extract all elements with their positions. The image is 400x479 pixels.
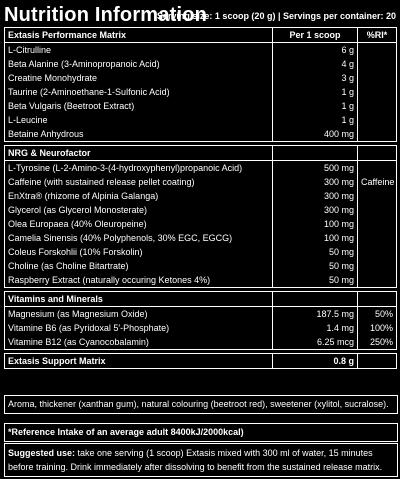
ingredient-amount: 1 g (273, 85, 358, 99)
table-row (5, 321, 397, 335)
ingredient-amount: 1.4 mg (273, 321, 358, 335)
matrix-header: Extasis Performance Matrix (5, 28, 273, 43)
ingredient-name: Choline (as Choline Bitartrate) (5, 259, 273, 273)
ri-header: %RI* (358, 28, 397, 43)
ingredient-name: Coleus Forskohlii (10% Forskolin) (5, 245, 273, 259)
suggested-use-line2: before training. Drink immediately after dissolving to benefit from the sustained release matrix. (8, 462, 383, 472)
support-section-title: Extasis Support Matrix (5, 354, 273, 369)
ingredient-ri (358, 189, 397, 203)
reference-note (4, 423, 398, 442)
vitamins-section-title: Vitamins and Minerals (5, 292, 273, 307)
ingredient-name: Beta Vulgaris (Beetroot Extract) (5, 99, 273, 113)
serving-header: Per 1 scoop (273, 28, 358, 43)
ingredient-ri (358, 43, 397, 58)
ingredient-name: Betaine Anhydrous (5, 127, 273, 142)
ingredient-amount: 6.25 mcg (273, 335, 358, 350)
ingredient-name: Vitamine B12 (as Cyanocobalamin) (5, 335, 273, 350)
ingredient-amount: 4 g (273, 57, 358, 71)
ingredient-ri: 100% (358, 321, 397, 335)
ingredient-ri: Caffeine (358, 175, 397, 189)
nrg-section-header-row (5, 146, 397, 161)
support-section-amount: 0.8 g (273, 354, 358, 369)
table-row (5, 231, 397, 245)
ingredient-ri (358, 85, 397, 99)
ingredient-amount: 50 mg (273, 273, 358, 288)
ingredient-amount: 50 mg (273, 245, 358, 259)
table-row (5, 161, 397, 176)
table-row (5, 335, 397, 350)
table-row (5, 245, 397, 259)
nutrition-table (4, 27, 397, 369)
table-row (5, 259, 397, 273)
ingredient-ri (358, 273, 397, 288)
table-header-row (5, 28, 397, 43)
vitamins-section-ri (358, 292, 397, 307)
ingredient-ri (358, 161, 397, 176)
table-row (5, 57, 397, 71)
nrg-section-amount (273, 146, 358, 161)
ingredient-ri (358, 113, 397, 127)
ingredient-name: Camelia Sinensis (40% Polyphenols, 30% EGC, EGCG) (5, 231, 273, 245)
ingredient-amount: 100 mg (273, 231, 358, 245)
ingredient-ri (358, 231, 397, 245)
nrg-section-ri (358, 146, 397, 161)
ingredient-amount: 6 g (273, 43, 358, 58)
table-row (5, 189, 397, 203)
ingredient-amount: 500 mg (273, 161, 358, 176)
ingredient-ri (358, 99, 397, 113)
table-row (5, 85, 397, 99)
ingredient-amount: 3 g (273, 71, 358, 85)
suggested-use-label: Suggested use: (8, 448, 76, 458)
ingredient-amount: 300 mg (273, 175, 358, 189)
ingredient-name: Magnesium (as Magnesium Oxide) (5, 307, 273, 322)
table-row (5, 113, 397, 127)
other-ingredients (4, 395, 398, 414)
serving-info: Serving size: 1 scoop (20 g) | Servings per container: 20 (156, 11, 396, 21)
table-row (5, 127, 397, 142)
table-row (5, 273, 397, 288)
support-section-ri (358, 354, 397, 369)
table-row (5, 43, 397, 58)
ingredient-name: Taurine (2-Aminoethane-1-Sulfonic Acid) (5, 85, 273, 99)
ingredient-amount: 400 mg (273, 127, 358, 142)
ingredient-amount: 300 mg (273, 203, 358, 217)
table-row (5, 203, 397, 217)
ingredient-amount: 187.5 mg (273, 307, 358, 322)
suggested-use-line1: take one serving (1 scoop) Extasis mixed with 300 ml of water, 15 minutes (77, 448, 373, 458)
ingredient-name: Caffeine (with sustained release pellet coating) (5, 175, 273, 189)
table-row (5, 71, 397, 85)
ingredient-ri: 50% (358, 307, 397, 322)
ingredient-ri: 250% (358, 335, 397, 350)
ingredient-name: L-Tyrosine (L-2-Amino-3-(4-hydroxyphenyl)propanoic Acid) (5, 161, 273, 176)
vitamins-section-amount (273, 292, 358, 307)
ingredient-ri (358, 203, 397, 217)
ingredient-name: Raspberry Extract (naturally occuring Ketones 4%) (5, 273, 273, 288)
other-ingredients-text: Aroma, thickener (xanthan gum), natural colouring (beetroot red), sweetener (xylitol, sucralose). (8, 399, 389, 409)
ingredient-amount: 1 g (273, 99, 358, 113)
ingredient-ri (358, 127, 397, 142)
ingredient-name: Olea Europaea (40% Oleuropeine) (5, 217, 273, 231)
ingredient-ri (358, 245, 397, 259)
ingredient-name: L-Citrulline (5, 43, 273, 58)
ingredient-name: Vitamine B6 (as Pyridoxal 5′-Phosphate) (5, 321, 273, 335)
table-row (5, 217, 397, 231)
table-row (5, 175, 397, 189)
ingredient-amount: 50 mg (273, 259, 358, 273)
title-row (4, 4, 396, 26)
ingredient-name: EnXtra® (rhizome of Alpinia Galanga) (5, 189, 273, 203)
ingredient-amount: 300 mg (273, 189, 358, 203)
ingredient-ri (358, 217, 397, 231)
nrg-section-title: NRG & Neurofactor (5, 146, 273, 161)
ingredient-name: L-Leucine (5, 113, 273, 127)
ingredient-name: Beta Alanine (3-Aminopropanoic Acid) (5, 57, 273, 71)
ingredient-amount: 1 g (273, 113, 358, 127)
ingredient-ri (358, 71, 397, 85)
ingredient-ri (358, 259, 397, 273)
ingredient-name: Glycerol (as Glycerol Monosterate) (5, 203, 273, 217)
vitamins-section-header-row (5, 292, 397, 307)
panel-title: Nutrition Information (4, 4, 208, 26)
ingredient-ri (358, 57, 397, 71)
support-section-header-row (5, 354, 397, 369)
suggested-use (4, 443, 398, 477)
ingredient-amount: 100 mg (273, 217, 358, 231)
table-row (5, 307, 397, 322)
reference-note-text: *Reference Intake of an average adult 8400kJ/2000kcal) (8, 427, 244, 437)
table-row (5, 99, 397, 113)
ingredient-name: Creatine Monohydrate (5, 71, 273, 85)
